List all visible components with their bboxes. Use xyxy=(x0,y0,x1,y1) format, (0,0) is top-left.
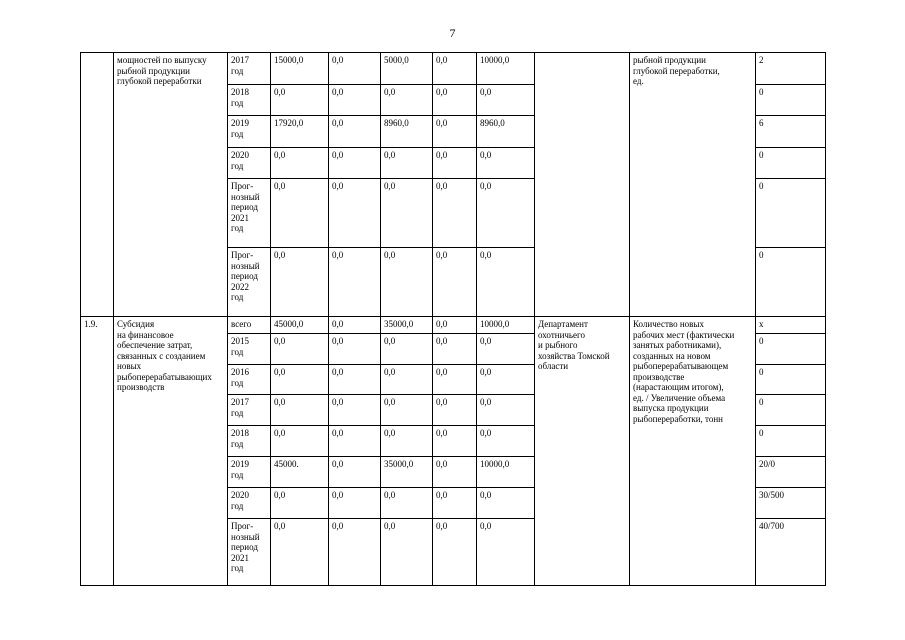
extrabudget-cell: 8960,0 xyxy=(477,116,535,148)
period-cell: 2017 год xyxy=(228,395,271,426)
regional-cell: 0,0 xyxy=(381,395,433,426)
indicator-value: 0 xyxy=(756,248,826,317)
federal-cell: 0,0 xyxy=(329,488,381,519)
federal-cell: 0,0 xyxy=(329,148,381,179)
extrabudget-cell: 10000,0 xyxy=(477,53,535,85)
federal-cell: 0,0 xyxy=(329,519,381,586)
program-table xyxy=(80,52,826,586)
total-cell: 0,0 xyxy=(271,395,329,426)
indicator-value: 30/500 xyxy=(756,488,826,519)
row-index xyxy=(81,53,114,317)
local-cell: 0,0 xyxy=(433,426,477,457)
period-cell: 2015 год xyxy=(228,334,271,365)
indicator-value: х xyxy=(756,317,826,334)
regional-cell: 0,0 xyxy=(381,426,433,457)
local-cell: 0,0 xyxy=(433,53,477,85)
federal-cell: 0,0 xyxy=(329,85,381,116)
measure-name: мощностей по выпуску рыбной продукции глубокой переработки xyxy=(114,53,228,317)
total-cell: 17920,0 xyxy=(271,116,329,148)
regional-cell: 0,0 xyxy=(381,248,433,317)
measure-name: Субсидия на финансовое обеспечение затрат, связанных с созданием новых рыбоперерабатывающих производств xyxy=(114,317,228,586)
extrabudget-cell: 0,0 xyxy=(477,148,535,179)
regional-cell: 0,0 xyxy=(381,179,433,248)
extrabudget-cell: 0,0 xyxy=(477,248,535,317)
regional-cell: 5000,0 xyxy=(381,53,433,85)
local-cell: 0,0 xyxy=(433,85,477,116)
total-cell: 0,0 xyxy=(271,148,329,179)
federal-cell: 0,0 xyxy=(329,248,381,317)
total-cell: 0,0 xyxy=(271,488,329,519)
total-cell: 0,0 xyxy=(271,85,329,116)
total-cell: 0,0 xyxy=(271,426,329,457)
federal-cell: 0,0 xyxy=(329,179,381,248)
regional-cell: 0,0 xyxy=(381,148,433,179)
total-cell: 0,0 xyxy=(271,365,329,395)
regional-cell: 0,0 xyxy=(381,85,433,116)
period-cell: 2019 год xyxy=(228,116,271,148)
federal-cell: 0,0 xyxy=(329,365,381,395)
period-cell: 2020 год xyxy=(228,148,271,179)
period-cell: 2019 год xyxy=(228,457,271,488)
federal-cell: 0,0 xyxy=(329,334,381,365)
local-cell: 0,0 xyxy=(433,395,477,426)
regional-cell: 8960,0 xyxy=(381,116,433,148)
extrabudget-cell: 10000,0 xyxy=(477,317,535,334)
period-cell: 2020 год xyxy=(228,488,271,519)
regional-cell: 0,0 xyxy=(381,488,433,519)
extrabudget-cell: 0,0 xyxy=(477,488,535,519)
indicator-value: 2 xyxy=(756,53,826,85)
local-cell: 0,0 xyxy=(433,148,477,179)
indicator-value: 40/700 xyxy=(756,519,826,586)
regional-cell: 0,0 xyxy=(381,519,433,586)
row-index: 1.9. xyxy=(81,317,114,586)
total-cell: 45000,0 xyxy=(271,317,329,334)
indicator-value: 6 xyxy=(756,116,826,148)
period-cell: 2017 год xyxy=(228,53,271,85)
local-cell: 0,0 xyxy=(433,488,477,519)
regional-cell: 0,0 xyxy=(381,334,433,365)
federal-cell: 0,0 xyxy=(329,53,381,85)
extrabudget-cell: 0,0 xyxy=(477,519,535,586)
local-cell: 0,0 xyxy=(433,116,477,148)
indicator-value: 0 xyxy=(756,334,826,365)
total-cell: 45000. xyxy=(271,457,329,488)
indicator-value: 0 xyxy=(756,395,826,426)
period-cell: Прог- нозный период 2021 год xyxy=(228,179,271,248)
table-row xyxy=(81,317,826,334)
local-cell: 0,0 xyxy=(433,179,477,248)
period-cell: 2018 год xyxy=(228,426,271,457)
extrabudget-cell: 0,0 xyxy=(477,395,535,426)
period-cell: Прог- нозный период 2021 год xyxy=(228,519,271,586)
total-cell: 15000,0 xyxy=(271,53,329,85)
total-cell: 0,0 xyxy=(271,179,329,248)
total-cell: 0,0 xyxy=(271,519,329,586)
local-cell: 0,0 xyxy=(433,334,477,365)
indicator-value: 20/0 xyxy=(756,457,826,488)
local-cell: 0,0 xyxy=(433,457,477,488)
extrabudget-cell: 0,0 xyxy=(477,85,535,116)
table-row xyxy=(81,53,826,85)
total-cell: 0,0 xyxy=(271,334,329,365)
federal-cell: 0,0 xyxy=(329,457,381,488)
executor-cell: Департамент охотничьего и рыбного хозяйства Томской области xyxy=(535,317,630,586)
period-cell: 2018 год xyxy=(228,85,271,116)
indicator-value: 0 xyxy=(756,179,826,248)
indicator-value: 0 xyxy=(756,85,826,116)
extrabudget-cell: 0,0 xyxy=(477,179,535,248)
local-cell: 0,0 xyxy=(433,248,477,317)
regional-cell: 35000,0 xyxy=(381,457,433,488)
regional-cell: 35000,0 xyxy=(381,317,433,334)
period-cell: Прог- нозный период 2022 год xyxy=(228,248,271,317)
local-cell: 0,0 xyxy=(433,519,477,586)
federal-cell: 0,0 xyxy=(329,426,381,457)
indicator-value: 0 xyxy=(756,148,826,179)
indicator-value: 0 xyxy=(756,365,826,395)
indicator-cell: Количество новых рабочих мест (фактически занятых работниками), созданных на новом рыбоперерабатывающем производстве (нарастающим итогом), ед. / Увеличение объема выпуска продукции рыбопереработки, тонн xyxy=(630,317,756,586)
extrabudget-cell: 0,0 xyxy=(477,426,535,457)
page-number: 7 xyxy=(449,26,456,40)
indicator-cell: рыбной продукции глубокой переработки, ед. xyxy=(630,53,756,317)
federal-cell: 0,0 xyxy=(329,116,381,148)
extrabudget-cell: 0,0 xyxy=(477,365,535,395)
local-cell: 0,0 xyxy=(433,365,477,395)
total-cell: 0,0 xyxy=(271,248,329,317)
period-cell: 2016 год xyxy=(228,365,271,395)
executor-cell xyxy=(535,53,630,317)
local-cell: 0,0 xyxy=(433,317,477,334)
federal-cell: 0,0 xyxy=(329,395,381,426)
period-cell: всего xyxy=(228,317,271,334)
extrabudget-cell: 0,0 xyxy=(477,334,535,365)
indicator-value: 0 xyxy=(756,426,826,457)
federal-cell: 0,0 xyxy=(329,317,381,334)
extrabudget-cell: 10000,0 xyxy=(477,457,535,488)
regional-cell: 0,0 xyxy=(381,365,433,395)
